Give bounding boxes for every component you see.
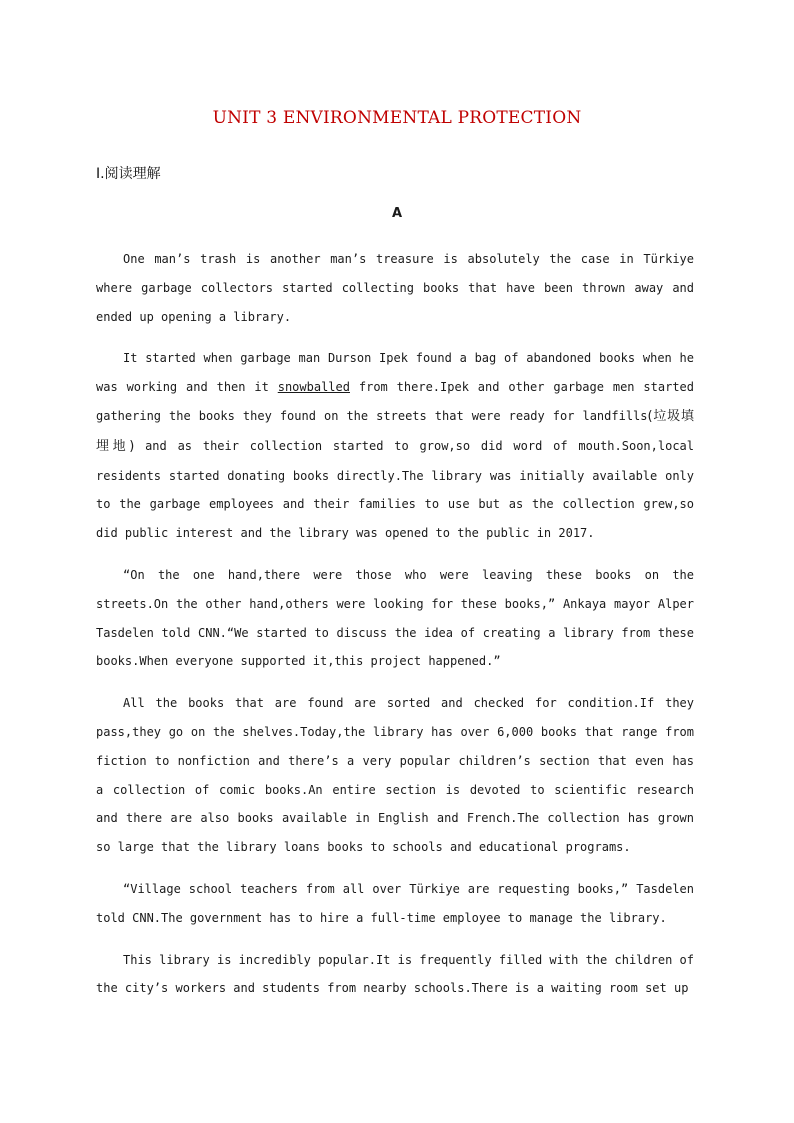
paragraph-1: One man’s trash is another man’s treasure is absolutely the case in Türkiye where garbage collectors started collecting books that have been thrown away and ended up opening a library. (96, 252, 694, 324)
paragraph-2 (96, 344, 694, 548)
paragraph-2-text-a: It started when garbage man Durson Ipek found a bag of abandoned books when he was working and then it (96, 351, 694, 395)
paragraph-2-text-b: from there.Ipek and other garbage men started gathering the books they found on the streets that were ready for landfills (96, 380, 694, 423)
paragraph-6: This library is incredibly popular.It is frequently filled with the children of the city’s workers and students from nearby schools.There is a waiting room set up (96, 952, 694, 996)
passage-body (96, 245, 694, 1016)
page-title: UNIT 3 ENVIRONMENTAL PROTECTION (212, 108, 582, 128)
paragraph-2-text-c: and as their collection started to grow,so did word of mouth.Soon,local residents started donating books directly.The library was initially available only to the garbage employees and their families to use but as the collection grew,so did public interest and the library was opened to the public in 2017. (96, 438, 694, 541)
paragraph-4: All the books that are found are sorted and checked for condition.If they pass,they go on the shelves.Today,the library has over 6,000 books that range from fiction to nonfiction and there’s a very popular children’s section that even has a collection of comic books.An entire section is devoted to scientific research and there are also books available in English and French.The collection has grown so large that the library loans books to schools and educational programs. (96, 696, 694, 855)
passage-label: A (391, 206, 403, 221)
paragraph-5: “Village school teachers from all over Türkiye are requesting books,” Tasdelen told CNN.The government has to hire a full-time employee to manage the library. (96, 881, 694, 925)
section-label: Ⅰ.阅读理解 (96, 166, 161, 182)
underlined-word: snowballed (277, 380, 350, 395)
paragraph-3: “On the one hand,there were those who were leaving these books on the streets.On the other hand,others were looking for these books,” Ankaya mayor Alper Tasdelen told CNN.“We started to discuss the idea of creating a library from these books.When everyone supported it,this project happened.” (96, 567, 694, 669)
paragraph-2-gloss: (垃圾填埋地) (96, 408, 694, 454)
